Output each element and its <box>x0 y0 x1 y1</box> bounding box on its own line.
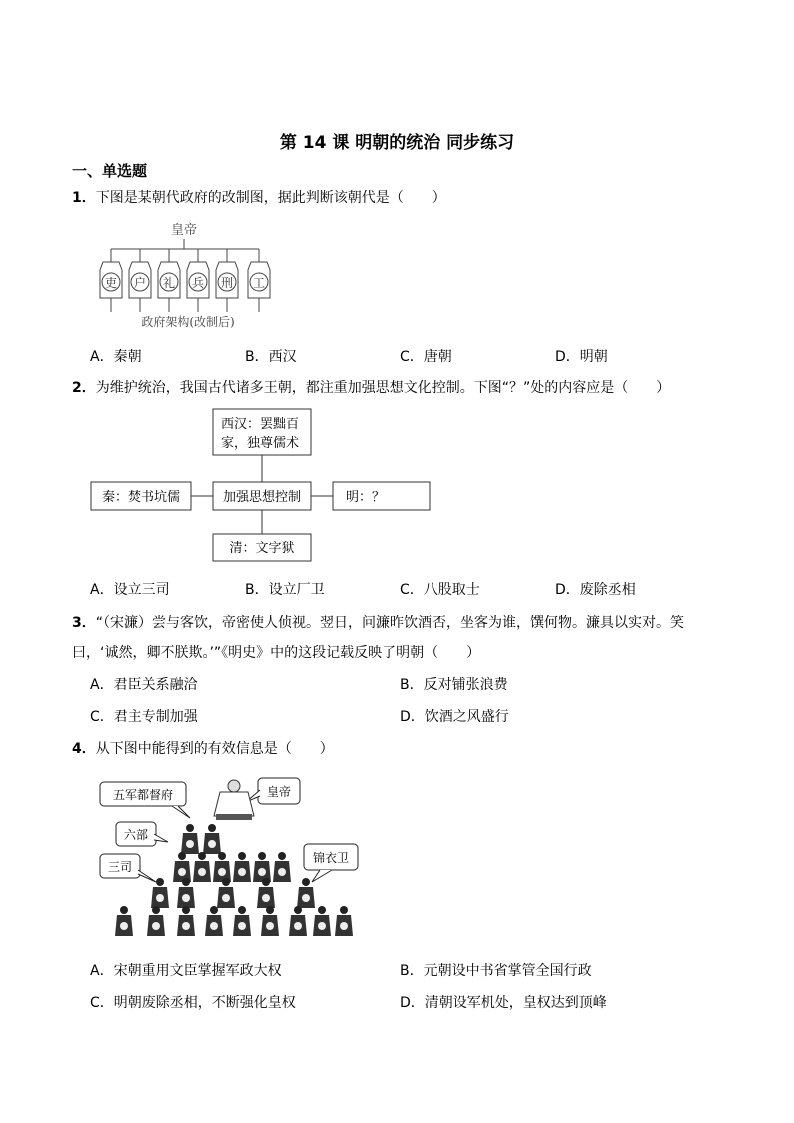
ministry-label: 刑 <box>220 276 234 290</box>
left-box-label: 秦：焚书坑儒 <box>101 490 181 505</box>
option-a[interactable]: A．秦朝 <box>90 349 142 365</box>
ministry-box <box>216 249 238 312</box>
center-box-label: 加强思想控制 <box>222 490 302 505</box>
question-4-stem <box>72 738 334 758</box>
option-b[interactable]: B．反对铺张浪费 <box>400 677 508 693</box>
question-2-stem <box>72 377 670 397</box>
option-c[interactable]: C．明朝废除丞相，不断强化皇权 <box>90 995 296 1011</box>
ming-power-illustration <box>98 770 364 948</box>
option-d[interactable]: D．饮酒之风盛行 <box>400 709 509 725</box>
top-box-line1: 西汉：罢黜百 <box>221 417 300 432</box>
option-b[interactable]: B．元朝设中书省掌管全国行政 <box>400 963 592 979</box>
bottom-box-label: 清：文字狱 <box>229 541 295 556</box>
ministry-box <box>129 249 151 312</box>
option-b[interactable]: B．西汉 <box>245 349 297 365</box>
section-heading: 一、单选题 <box>72 162 148 180</box>
ministry-label: 吏 <box>104 276 118 290</box>
option-c[interactable]: C．唐朝 <box>400 349 452 365</box>
question-number: 3． <box>72 615 96 631</box>
government-structure-figure <box>98 218 273 333</box>
officials-row-1 <box>181 824 221 854</box>
option-d[interactable]: D．废除丞相 <box>555 582 636 598</box>
right-box-label: 明：？ <box>346 490 386 505</box>
figure-caption: 政府架构(改制后) <box>141 315 235 329</box>
page-title: 第 14 课 明朝的统治 同步练习 <box>279 133 515 153</box>
option-b[interactable]: B．设立厂卫 <box>245 582 325 598</box>
label-liubu: 六部 <box>123 828 149 842</box>
ministry-box <box>248 249 270 312</box>
question-1-stem <box>72 187 446 207</box>
question-number: 2． <box>72 380 96 396</box>
officials-row-4 <box>115 906 353 936</box>
top-box-line2: 家，独尊儒术 <box>221 436 300 451</box>
option-a[interactable]: A．宋朝重用文臣掌握军政大权 <box>90 963 282 979</box>
question-number: 4． <box>72 741 96 757</box>
label-dudu: 五军都督府 <box>112 788 174 802</box>
question-text: 从下图中能得到的有效信息是（ ） <box>95 741 334 757</box>
ministry-label: 户 <box>133 276 147 290</box>
figure-emperor-label: 皇帝 <box>170 223 198 238</box>
question-3-stem <box>72 612 684 632</box>
label-emperor: 皇帝 <box>266 785 292 799</box>
option-a[interactable]: A．君臣关系融洽 <box>90 677 198 693</box>
question-text-line1: “（宋濂）尝与客饮，帝密使人侦视。翌日，问濂昨饮酒否，坐客为谁，馔何物。濂具以实对。笑 <box>95 615 685 631</box>
officials-row-2 <box>173 852 291 882</box>
label-sansi: 三司 <box>107 860 133 874</box>
ministry-label: 工 <box>252 276 266 290</box>
ministry-box <box>187 249 209 312</box>
question-number: 1． <box>72 190 96 206</box>
question-3-stem-line2: 曰，‘诚然，卿不朕欺。’”《明史》中的这段记载反映了明朝（ ） <box>72 645 481 661</box>
ministry-box <box>158 249 180 312</box>
question-text: 下图是某朝代政府的改制图，据此判断该朝代是（ ） <box>95 190 446 206</box>
ministry-label: 礼 <box>162 276 176 290</box>
option-c[interactable]: C．八股取士 <box>400 582 480 598</box>
emperor-figure <box>214 780 254 820</box>
question-text: 为维护统治，我国古代诸多王朝，都注重加强思想文化控制。下图“？”处的内容应是（ ） <box>95 380 671 396</box>
option-d[interactable]: D．清朝设军机处，皇权达到顶峰 <box>400 995 607 1011</box>
thought-control-diagram <box>88 406 434 564</box>
ministry-label: 兵 <box>191 276 205 290</box>
option-d[interactable]: D．明朝 <box>555 349 608 365</box>
ministry-box <box>100 249 122 312</box>
option-c[interactable]: C．君主专制加强 <box>90 709 198 725</box>
option-a[interactable]: A．设立三司 <box>90 582 170 598</box>
officials-row-3 <box>151 878 315 908</box>
label-jinyiwei: 锦衣卫 <box>312 851 350 865</box>
